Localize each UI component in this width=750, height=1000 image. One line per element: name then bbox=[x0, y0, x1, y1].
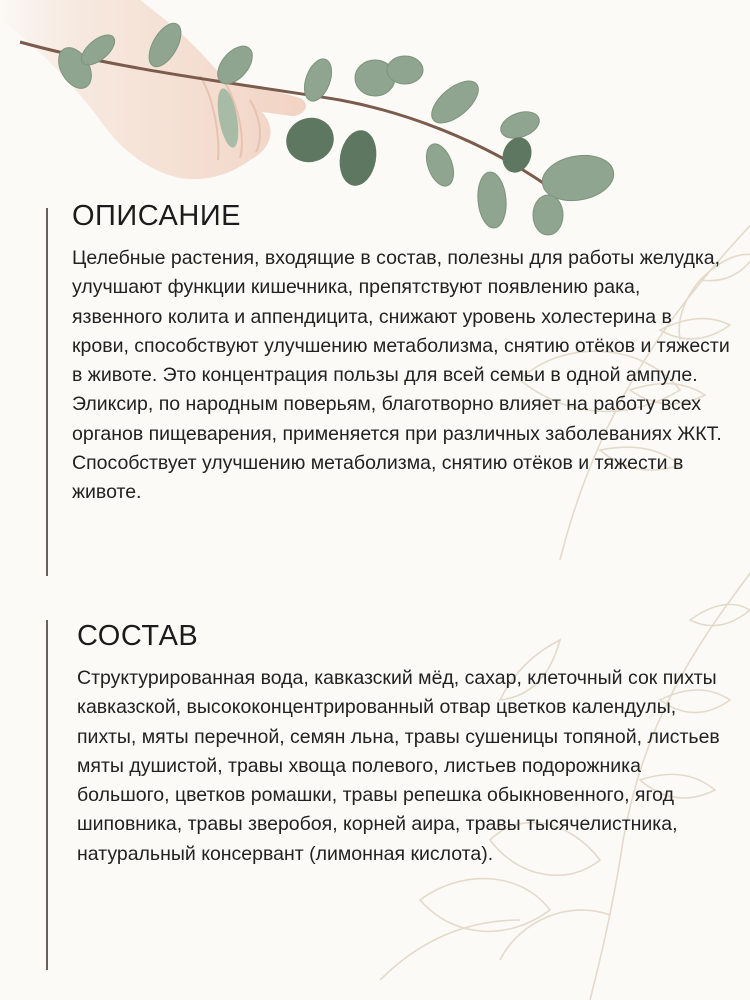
description-title: ОПИСАНИЕ bbox=[72, 200, 242, 232]
composition-title: СОСТАВ bbox=[77, 620, 199, 652]
composition-text: Структурированная вода, кавказский мёд, сахар, клеточный сок пихты кавказской, высококонцентрированный отвар цветков календулы, пихты, мяты перечной, семян льна, травы сушеницы топяной, листьев мяты душистой, травы хвоща полевого, листьев подорожника большого, цветков ромашки, травы репешка обыкновенного, ягод шиповника, травы зверобоя, корней аира, травы тысячелистника, натуральный консервант (лимонная кислота). bbox=[77, 667, 720, 865]
section-divider bbox=[46, 620, 48, 970]
composition-section bbox=[0, 618, 750, 978]
description-section bbox=[0, 198, 750, 578]
section-divider bbox=[46, 208, 48, 576]
description-text: Целебные растения, входящие в состав, полезны для работы желудка, улучшают функции кишечника, препятствуют появлению рака, язвенного колита и аппендицита, снижают уровень холестерина в крови, способствуют улучшению метаболизма, снятию отёков и тяжести в животе. Это концентрация пользы для всей семьи в одной ампуле. Эликсир, по народным поверьям, благотворно влияет на работу всех органов пищеварения, применяется при различных заболеваниях ЖКТ. Способствует улучшению метаболизма, снятию отёков и тяжести в животе. bbox=[72, 247, 730, 504]
hand-icon bbox=[0, 0, 306, 179]
